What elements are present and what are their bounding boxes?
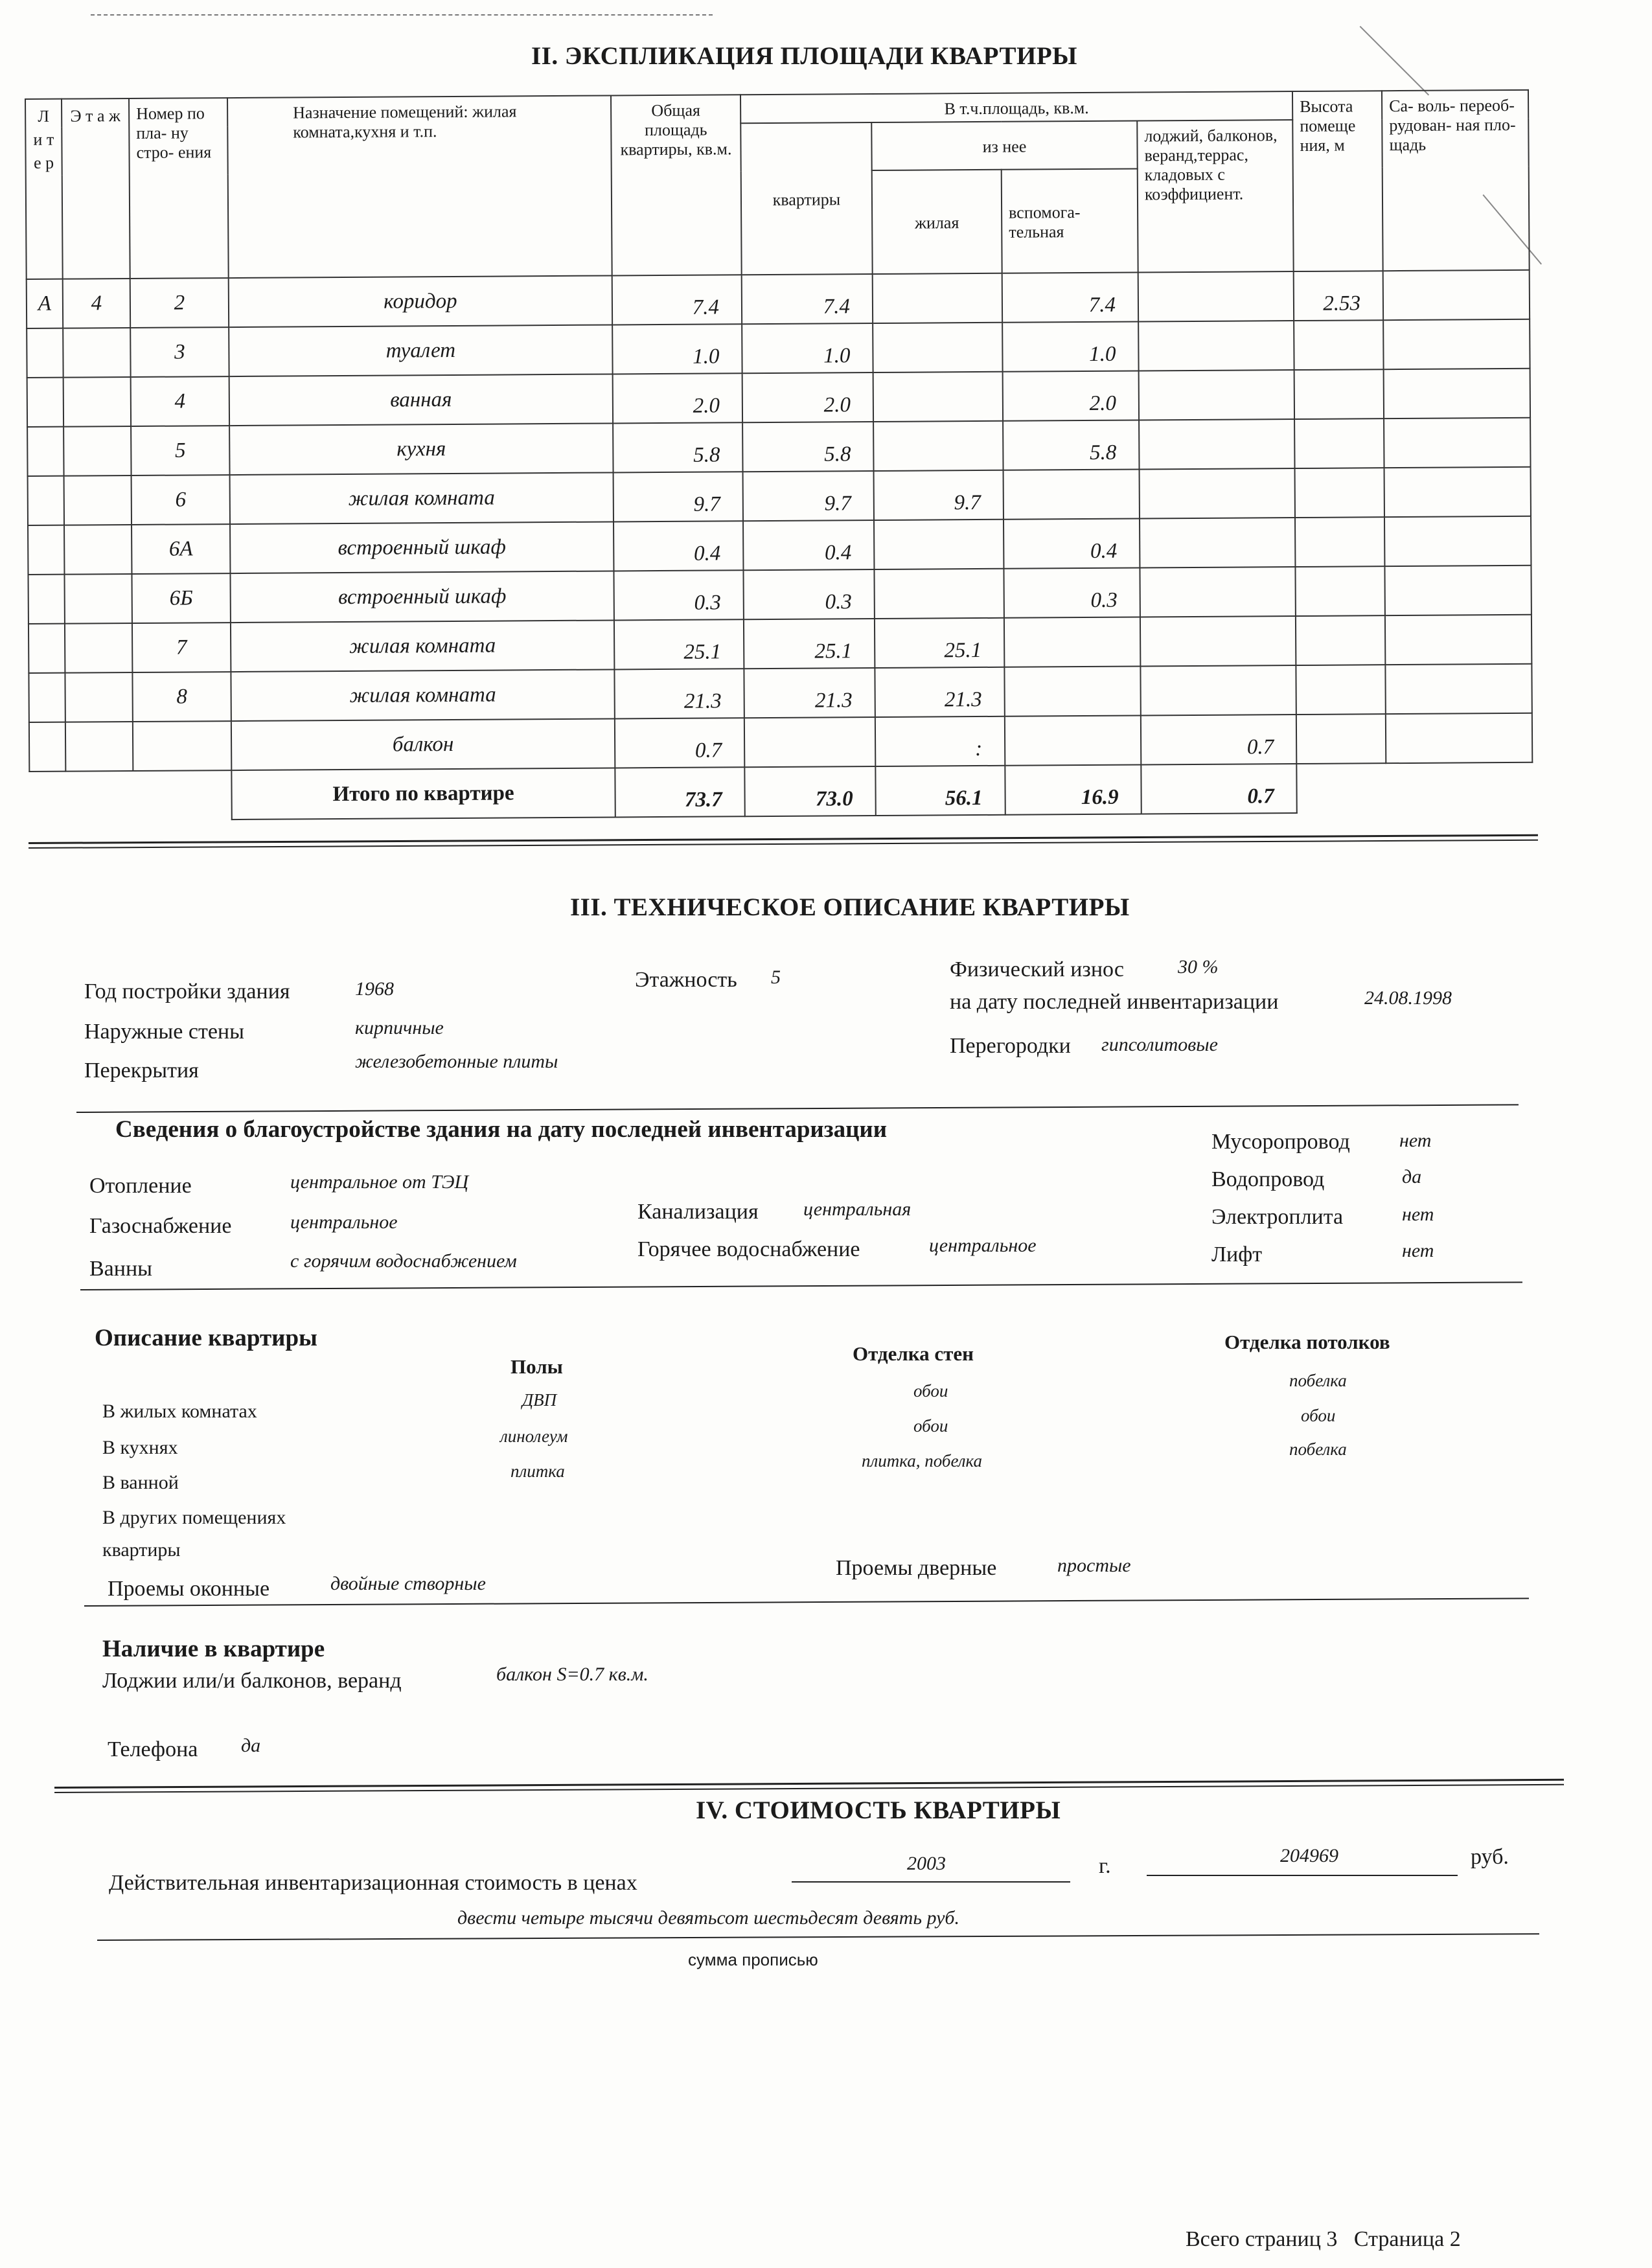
total-row-tail: [1296, 762, 1532, 813]
floor-cell: [65, 672, 132, 722]
heating-label: Отопление: [89, 1174, 192, 1198]
apartment-area-cell: [744, 717, 875, 767]
living-area-cell: [873, 273, 1002, 323]
scan-artifact-line: [91, 14, 713, 16]
divider-rule: [76, 1104, 1519, 1113]
header-purpose: Назначение помещений: жилая комната,кухня и т.п.: [227, 95, 612, 278]
floors-count-label: Этажность: [635, 968, 737, 992]
ceil-rooms-value: побелка: [1289, 1371, 1347, 1390]
apartment-area-cell: 7.4: [742, 274, 873, 324]
room-name-cell: жилая комната: [231, 669, 614, 721]
explication-rows: [27, 270, 1533, 821]
loggia-area-cell: 0.7: [1141, 715, 1297, 764]
unauthorized-area-cell: [1383, 319, 1530, 369]
unauthorized-area-cell: [1384, 369, 1530, 418]
partitions-value: гипсолитовые: [1101, 1034, 1218, 1055]
table-row: [28, 566, 1531, 624]
height-cell: [1296, 615, 1385, 665]
total-area-cell: 7.4: [612, 275, 742, 325]
rooms-label: В жилых комнатах: [102, 1401, 257, 1422]
col-ceilings-header: Отделка потолков: [1224, 1331, 1390, 1353]
loggia-area-cell: [1138, 321, 1294, 371]
sewerage-label: Канализация: [637, 1200, 759, 1224]
unauthorized-area-cell: [1384, 418, 1530, 468]
section3-title: III. ТЕХНИЧЕСКОЕ ОПИСАНИЕ КВАРТИРЫ: [570, 893, 1130, 921]
floor-cell: [64, 475, 132, 525]
electric-stove-value: нет: [1402, 1204, 1434, 1225]
table-row: [27, 369, 1530, 427]
auxiliary-area-cell: [1004, 470, 1140, 520]
auxiliary-area-cell: 2.0: [1003, 371, 1139, 421]
electric-stove-label: Электроплита: [1211, 1205, 1344, 1229]
loggia-label: Лоджии или/и балконов, веранд: [102, 1669, 402, 1693]
height-cell: [1295, 468, 1384, 518]
section-divider: [54, 1779, 1564, 1793]
total-sum-apartment: 73.0: [744, 766, 875, 816]
table-row: [29, 664, 1532, 722]
floor-cell: [65, 722, 133, 772]
header-auxiliary: вспомога- тельная: [1002, 169, 1138, 273]
header-including: В т.ч.площадь, кв.м.: [740, 91, 1292, 123]
living-area-cell: [874, 569, 1004, 619]
apartment-area-cell: 25.1: [744, 619, 875, 669]
room-name-cell: балкон: [231, 718, 615, 770]
floor-cell: [65, 623, 132, 673]
room-name-cell: жилая комната: [231, 620, 614, 672]
liter-cell: А: [27, 279, 63, 328]
loggia-value: балкон S=0.7 кв.м.: [496, 1664, 648, 1685]
total-area-cell: 9.7: [614, 472, 743, 521]
apartment-area-cell: 0.4: [743, 520, 874, 570]
floor-rooms-value: ДВП: [522, 1390, 557, 1410]
floor-kitchen-value: линолеум: [500, 1426, 568, 1446]
total-row-blank: [29, 770, 231, 821]
height-cell: [1294, 369, 1384, 419]
ceil-bath-value: побелка: [1289, 1439, 1347, 1459]
inventory-date-value: 24.08.1998: [1364, 987, 1452, 1009]
auxiliary-area-cell: 0.3: [1004, 567, 1140, 617]
apartment-area-cell: 0.3: [743, 569, 874, 619]
divider-rule: [80, 1281, 1522, 1290]
table-row: [29, 713, 1532, 772]
partitions-label: Перегородки: [950, 1034, 1071, 1058]
amount-underline: [1147, 1875, 1458, 1876]
living-area-cell: [874, 520, 1004, 569]
total-area-cell: 1.0: [612, 324, 742, 374]
apartment-area-cell: 1.0: [742, 323, 873, 373]
apt-desc-title: Описание квартиры: [95, 1325, 317, 1351]
total-area-cell: 0.7: [615, 718, 744, 768]
phone-label: Телефона: [108, 1737, 198, 1761]
height-cell: [1294, 418, 1384, 468]
footer-page-info: [1186, 2227, 1461, 2252]
unauthorized-area-cell: [1383, 270, 1530, 320]
total-area-cell: 5.8: [613, 422, 742, 472]
page-value: 2: [1449, 2227, 1461, 2251]
living-area-cell: 25.1: [875, 618, 1004, 668]
room-name-cell: встроенный шкаф: [230, 571, 614, 623]
loggia-area-cell: [1139, 370, 1295, 420]
liter-cell: [29, 722, 65, 772]
table-row: [27, 270, 1530, 328]
bathroom-label: В ванной: [102, 1472, 179, 1493]
other-rooms-label: В других помещениях: [102, 1507, 286, 1528]
living-area-cell: [873, 323, 1002, 372]
gas-supply-label: Газоснабжение: [89, 1214, 232, 1238]
room-name-cell: встроенный шкаф: [230, 521, 614, 573]
unauthorized-area-cell: [1385, 664, 1532, 714]
section4-title: IV. СТОИМОСТЬ КВАРТИРЫ: [696, 1796, 1061, 1824]
floor-cell: 4: [63, 279, 130, 328]
unauthorized-area-cell: [1384, 467, 1531, 517]
cost-year-value: 2003: [907, 1853, 946, 1874]
table-row: [27, 319, 1530, 378]
baths-label: Ванны: [89, 1257, 153, 1281]
header-of-which: из нее: [871, 121, 1137, 171]
liter-cell: [29, 673, 65, 722]
kitchen-label: В кухнях: [102, 1437, 178, 1458]
total-pages-label: Всего страниц: [1186, 2227, 1321, 2251]
total-area-cell: 2.0: [613, 373, 742, 423]
plan-number-cell: 8: [132, 672, 231, 722]
total-sum-loggia: 0.7: [1141, 764, 1297, 814]
plan-number-cell: 2: [130, 278, 229, 328]
apartment-area-cell: 9.7: [743, 471, 874, 521]
presence-title: Наличие в квартире: [102, 1636, 325, 1662]
other-rooms-label-2: квартиры: [102, 1539, 181, 1561]
loggia-area-cell: [1140, 616, 1296, 666]
total-row: [29, 762, 1532, 821]
height-cell: [1296, 665, 1385, 715]
wear-label: Физический износ: [950, 957, 1124, 981]
cost-in-words-caption: сумма прописью: [688, 1950, 818, 1969]
height-cell: [1295, 517, 1384, 567]
outer-walls-value: кирпичные: [355, 1017, 444, 1038]
auxiliary-area-cell: [1004, 617, 1140, 667]
scan-artifact-fold: [1360, 26, 1429, 95]
liter-cell: [28, 476, 64, 525]
garbage-chute-label: Мусоропровод: [1211, 1130, 1350, 1154]
loggia-area-cell: [1140, 665, 1296, 715]
col-floors-header: Полы: [511, 1355, 563, 1378]
height-cell: [1296, 714, 1386, 764]
liter-cell: [28, 525, 64, 575]
liter-cell: [27, 378, 63, 427]
height-cell: [1294, 320, 1383, 370]
header-floor: Э т а ж: [62, 98, 130, 279]
living-area-cell: [873, 372, 1003, 422]
garbage-chute-value: нет: [1399, 1130, 1432, 1151]
plan-number-cell: 6: [132, 475, 230, 525]
header-liter: Л и т е р: [25, 99, 63, 279]
plan-number-cell: 7: [132, 623, 231, 672]
unauthorized-area-cell: [1386, 713, 1532, 763]
liter-cell: [27, 328, 63, 378]
floor-cell: [63, 377, 131, 427]
floor-cell: [64, 574, 132, 624]
living-area-cell: 9.7: [874, 470, 1004, 520]
plan-number-cell: 4: [131, 376, 229, 426]
plan-number-cell: 6А: [132, 524, 230, 574]
floor-cell: [63, 426, 131, 476]
table-row: [28, 467, 1531, 525]
apartment-area-cell: 5.8: [742, 422, 873, 472]
cost-currency: руб.: [1471, 1845, 1509, 1869]
year-built-value: 1968: [355, 978, 394, 1000]
cost-in-words-value: двести четыре тысячи девятьсот шестьдесят девять руб.: [457, 1907, 960, 1929]
floors-count-value: 5: [771, 967, 781, 988]
water-supply-label: Водопровод: [1211, 1167, 1325, 1191]
words-underline: [97, 1933, 1539, 1941]
living-area-cell: 21.3: [875, 667, 1004, 717]
loggia-area-cell: [1139, 419, 1295, 469]
section-divider: [29, 834, 1538, 849]
floor-cell: [64, 525, 132, 575]
ceil-kitchen-value: обои: [1301, 1406, 1336, 1425]
liter-cell: [29, 624, 65, 673]
water-supply-value: да: [1402, 1166, 1422, 1187]
room-name-cell: жилая комната: [230, 472, 614, 524]
lift-value: нет: [1402, 1240, 1434, 1261]
apartment-area-cell: 2.0: [742, 372, 873, 422]
header-apartment: квартиры: [740, 122, 872, 275]
total-area-cell: 0.3: [614, 570, 743, 620]
col-walls-header: Отделка стен: [853, 1342, 974, 1365]
height-cell: 2.53: [1294, 271, 1383, 321]
living-area-cell: [873, 421, 1003, 471]
header-height: Высота помеще ния, м: [1292, 91, 1383, 271]
auxiliary-area-cell: 0.4: [1004, 518, 1140, 568]
wall-kitchen-value: обои: [913, 1416, 948, 1436]
explication-table: [25, 89, 1533, 821]
unauthorized-area-cell: [1384, 516, 1531, 566]
auxiliary-area-cell: [1004, 666, 1140, 716]
wall-bath-value: плитка, побелка: [862, 1451, 982, 1471]
table-row: [27, 418, 1530, 476]
windows-label: Проемы оконные: [108, 1577, 270, 1601]
plan-number-cell: 5: [131, 426, 229, 475]
loggia-area-cell: [1140, 567, 1296, 617]
total-area-cell: 0.4: [614, 521, 743, 571]
gas-supply-value: центральное: [290, 1211, 398, 1233]
hot-water-label: Горячее водоснабжение: [637, 1237, 860, 1261]
apartment-area-cell: 21.3: [744, 668, 875, 718]
total-area-cell: 21.3: [614, 669, 744, 718]
wear-value: 30 %: [1178, 956, 1219, 978]
plan-number-cell: 6Б: [132, 573, 230, 623]
loggia-area-cell: [1140, 468, 1296, 518]
slabs-label: Перекрытия: [84, 1059, 199, 1082]
total-sum-living: 56.1: [875, 766, 1005, 816]
floor-bath-value: плитка: [511, 1461, 565, 1481]
room-name-cell: ванная: [229, 374, 613, 426]
year-underline: [792, 1881, 1070, 1883]
liter-cell: [28, 575, 64, 624]
lift-label: Лифт: [1211, 1243, 1263, 1266]
cost-label: Действительная инвентаризационная стоимость в ценах: [109, 1871, 637, 1895]
unauthorized-area-cell: [1384, 566, 1531, 615]
doors-label: Проемы дверные: [836, 1556, 997, 1580]
slabs-value: железобетонные плиты: [355, 1051, 558, 1072]
section2-title: II. ЭКСПЛИКАЦИЯ ПЛОЩАДИ КВАРТИРЫ: [531, 42, 1077, 70]
outer-walls-label: Наружные стены: [84, 1020, 244, 1044]
room-name-cell: туалет: [229, 325, 612, 376]
room-name-cell: кухня: [229, 423, 613, 475]
sewerage-value: центральная: [803, 1198, 912, 1220]
header-living: жилая: [872, 170, 1002, 274]
total-sum-auxiliary: 16.9: [1005, 764, 1141, 814]
header-total-area: Общая площадь квартиры, кв.м.: [611, 95, 742, 275]
liter-cell: [27, 427, 63, 476]
inventory-date-label: на дату последней инвентаризации: [950, 990, 1279, 1014]
wall-rooms-value: обои: [913, 1381, 948, 1401]
page-label: Страница: [1353, 2227, 1445, 2251]
table-row: [28, 516, 1531, 575]
loggia-area-cell: [1138, 271, 1294, 321]
cost-amount-value: 204969: [1280, 1845, 1338, 1866]
total-label: Итого по квартире: [231, 768, 615, 819]
plan-number-cell: 3: [130, 327, 229, 377]
hot-water-value: центральное: [929, 1235, 1037, 1256]
height-cell: [1296, 566, 1385, 616]
heating-value: центральное от ТЭЦ: [290, 1171, 469, 1193]
total-area-cell: 25.1: [614, 619, 744, 669]
header-plan-number: Номер по пла- ну стро- ения: [129, 98, 229, 279]
phone-value: да: [241, 1735, 261, 1756]
total-sum-area: 73.7: [615, 767, 744, 817]
header-unauthorized: Са- воль- переоб- рудован- ная пло- щадь: [1382, 90, 1530, 271]
divider-rule: [84, 1598, 1529, 1607]
header-loggia: лоджий, балконов, веранд,террас, кладовых с коэффициент.: [1137, 120, 1293, 272]
auxiliary-area-cell: 5.8: [1003, 420, 1139, 470]
room-name-cell: коридор: [229, 275, 612, 327]
auxiliary-area-cell: 7.4: [1002, 273, 1138, 323]
auxiliary-area-cell: 1.0: [1002, 322, 1138, 372]
auxiliary-area-cell: [1005, 715, 1141, 765]
floor-cell: [63, 328, 130, 378]
windows-value: двойные створные: [330, 1573, 486, 1594]
doors-value: простые: [1057, 1555, 1131, 1576]
plan-number-cell: [133, 721, 231, 771]
loggia-area-cell: [1140, 518, 1296, 567]
year-built-label: Год постройки здания: [84, 979, 290, 1003]
table-row: [29, 615, 1532, 673]
unauthorized-area-cell: [1385, 615, 1532, 665]
baths-value: с горячим водоснабжением: [290, 1250, 517, 1272]
living-area-cell: :: [875, 716, 1005, 766]
cost-year-suffix: г.: [1099, 1854, 1111, 1878]
total-pages-value: 3: [1326, 2227, 1338, 2251]
amenities-title: Сведения о благоустройстве здания на дату последней инвентаризации: [115, 1116, 888, 1143]
